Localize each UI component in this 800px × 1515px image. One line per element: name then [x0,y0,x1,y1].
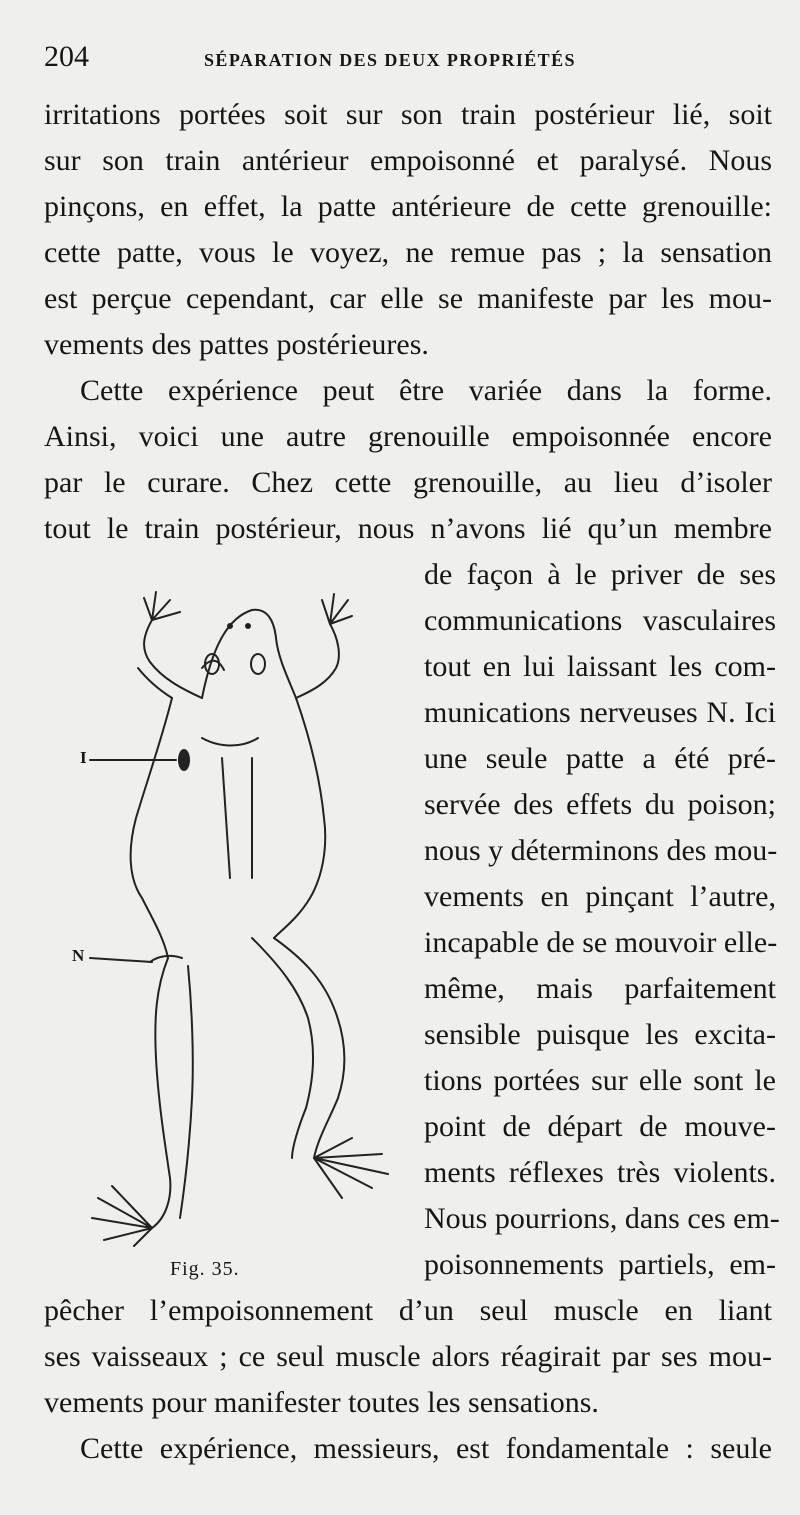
text-line: ments réflexes très violents. [424,1156,776,1189]
right-leg [274,938,344,1158]
text-line: tions portées sur elle sont le [424,1064,776,1097]
text-line: pinçons, en effet, la patte antérieure de cette grenouille: [44,190,772,223]
frog-torso [131,698,172,958]
text-line: point de départ de mouve- [424,1110,776,1143]
text-line: par le curare. Chez cette grenouille, au lieu d’isoler [44,466,772,499]
figure-caption: Fig. 35. [170,1258,240,1280]
text-line: sur son train antérieur empoisonné et paralysé. Nous [44,144,772,177]
text-line: servée des effets du poison; [424,788,776,821]
left-arm [144,620,202,698]
text-line: irritations portées soit sur son train postérieur lié, soit [44,98,772,131]
text-line: est perçue cependant, car elle se manifeste par les mou- [44,282,772,315]
text-line: incapable de se mouvoir elle- [424,926,778,959]
text-line: nous y déterminons des mou- [424,834,778,867]
frog-illustration [52,578,402,1263]
text-line: Ainsi, voici une autre grenouille empoisonnée encore [44,420,772,453]
text-line: poisonnements partiels, em- [424,1248,776,1281]
text-line: munications nerveuses N. Ici [424,696,776,729]
text-line: pêcher l’empoisonnement d’un seul muscle en liant [44,1294,772,1327]
text-line: vements pour manifester toutes les sensations. [44,1386,599,1419]
text-line: cette patte, vous le voyez, ne remue pas ; la sensation [44,236,772,269]
text-line: vements en pinçant l’autre, [424,880,776,913]
left-leg [152,958,170,1228]
text-line: Nous pourrions, dans ces em- [424,1202,780,1235]
text-line: une seule patte a été pré- [424,742,776,775]
text-line: de façon à le priver de ses [424,558,776,591]
right-arm [296,624,339,698]
frog-head [202,610,296,698]
label-n: N [72,946,85,965]
text-line: tout le train postérieur, nous n’avons lié qu’un membre [44,512,772,545]
page-header [44,40,774,90]
text-line: Cette expérience peut être variée dans la forme. [80,374,772,407]
text-line: communications vasculaires [424,604,776,637]
label-i: I [80,748,87,767]
text-line: sensible puisque les excita- [424,1018,776,1051]
text-line: même, mais parfaitement [424,972,776,1005]
text-line: vements des pattes postérieures. [44,328,429,361]
text-line: ses vaisseaux ; ce seul muscle alors réagirait par ses mou- [44,1340,772,1373]
frog-figure [52,578,402,1263]
page-number: 204 [44,40,89,73]
text-line: Cette expérience, messieurs, est fondamentale : seule [80,1432,772,1465]
running-title: SÉPARATION DES DEUX PROPRIÉTÉS [204,50,576,70]
text-line: tout en lui laissant les com- [424,650,776,683]
